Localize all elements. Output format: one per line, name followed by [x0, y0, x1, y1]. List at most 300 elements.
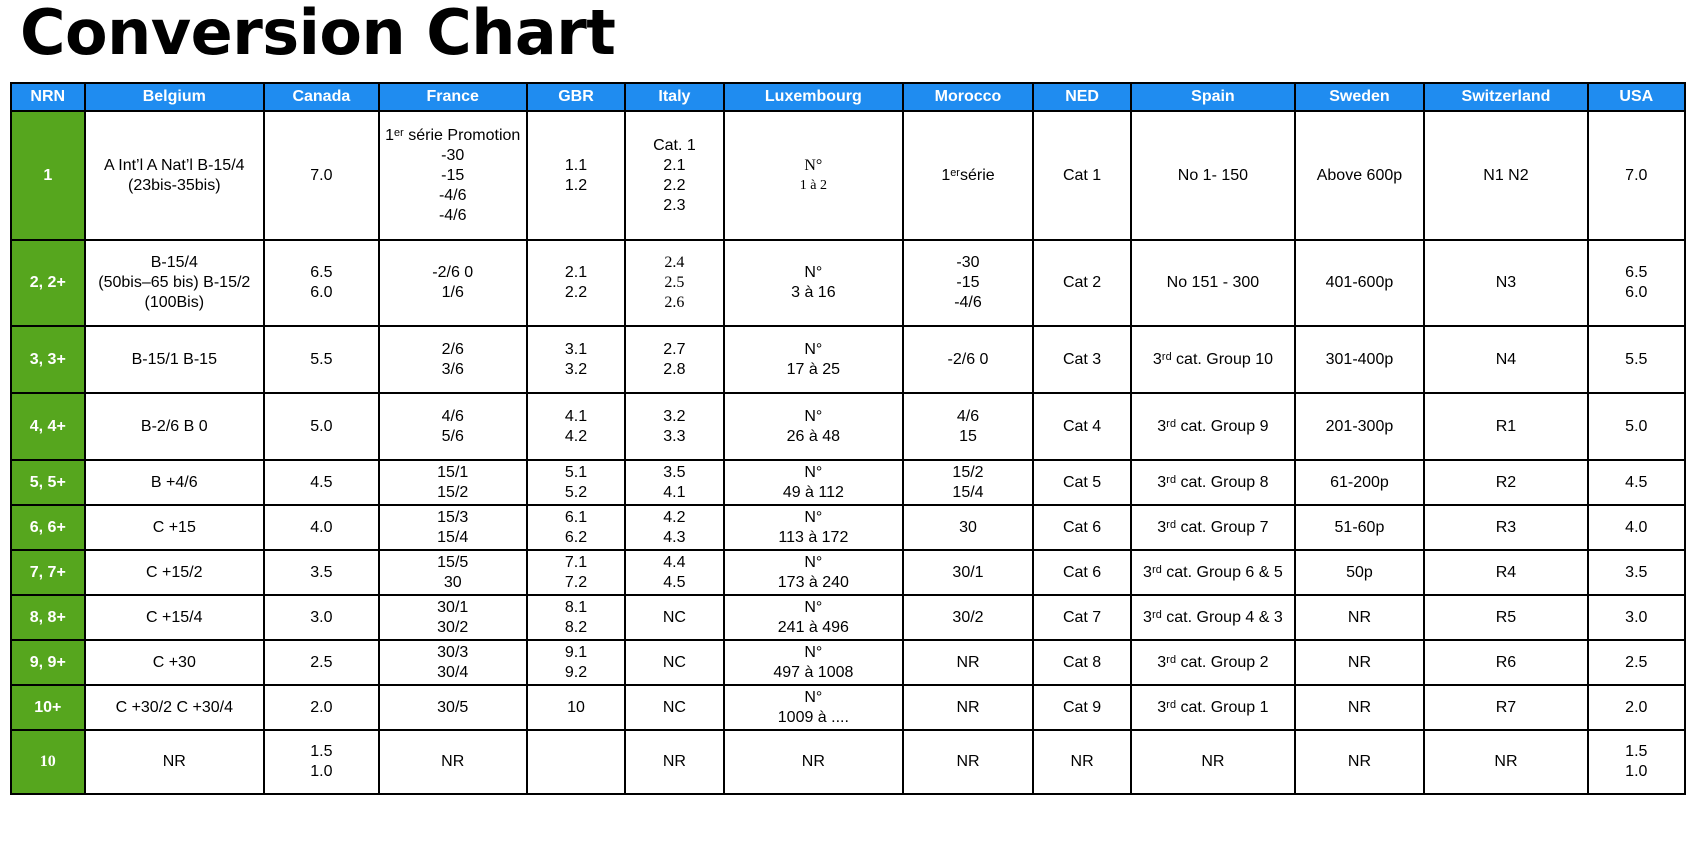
- table-cell: [1033, 111, 1131, 240]
- table-cell: [1424, 685, 1587, 730]
- cell-line: N°: [804, 553, 823, 571]
- table-cell: [1131, 685, 1294, 730]
- cell-line: N°: [804, 463, 823, 481]
- cell-line: 4.4: [663, 553, 686, 571]
- table-cell: [379, 240, 527, 326]
- table-cell: [903, 640, 1033, 685]
- cell-line: 3.0: [1625, 608, 1648, 626]
- table-cell: [379, 326, 527, 393]
- cell-line: 17 à 25: [786, 360, 841, 378]
- cell-line: Cat. 1: [653, 136, 696, 154]
- cell-line: R3: [1495, 518, 1517, 536]
- table-cell: [1033, 460, 1131, 505]
- table-cell: [1131, 505, 1294, 550]
- cell-line: NR: [1347, 753, 1371, 770]
- table-cell: [1295, 685, 1425, 730]
- table-cell: [1295, 640, 1425, 685]
- table-cell: [724, 240, 904, 326]
- table-cell: [1033, 730, 1131, 794]
- cell-line: -4/6: [438, 186, 467, 204]
- cell-line: -2/6 0: [947, 350, 989, 368]
- table-cell: [527, 240, 625, 326]
- table-cell: [724, 393, 904, 460]
- table-cell: [85, 393, 265, 460]
- cell-line: Cat 8: [1062, 653, 1102, 671]
- table-cell: [1033, 550, 1131, 595]
- cell-line: 3.5: [663, 463, 686, 481]
- cell-line: 8.2: [564, 618, 588, 636]
- table-cell: [1295, 393, 1425, 460]
- cell-line: -30: [441, 146, 465, 164]
- cell-line: 3ʳᵈ cat. Group 10: [1152, 350, 1273, 368]
- cell-line: R2: [1495, 473, 1517, 491]
- table-cell: [264, 393, 379, 460]
- cell-line: 5.2: [564, 483, 588, 501]
- table-cell: [903, 595, 1033, 640]
- cell-line: Cat 6: [1062, 518, 1102, 536]
- table-cell: [264, 111, 379, 240]
- table-cell: [1131, 640, 1294, 685]
- table-cell: [1424, 460, 1587, 505]
- table-cell: [1131, 326, 1294, 393]
- header-row: [11, 83, 1685, 111]
- cell-line: 4.0: [310, 518, 333, 536]
- cell-line: 2.5: [1625, 653, 1648, 671]
- table-cell: [724, 730, 904, 794]
- cell-line: 3.5: [1625, 563, 1648, 581]
- table-cell: [1131, 460, 1294, 505]
- cell-line: -15: [441, 166, 465, 184]
- cell-line: NR: [1347, 653, 1371, 671]
- table-cell: [264, 730, 379, 794]
- cell-line: 6.2: [564, 528, 588, 546]
- column-header: USA: [1588, 83, 1685, 111]
- table-cell: [1588, 326, 1685, 393]
- nrn-cell: 8, 8+: [11, 595, 85, 640]
- table-body: [11, 111, 1685, 794]
- table-cell: [527, 111, 625, 240]
- table-cell: [1131, 240, 1294, 326]
- table-cell: [527, 730, 625, 794]
- cell-line: N°: [804, 340, 823, 358]
- conversion-table: [10, 82, 1686, 795]
- table-cell: [625, 505, 723, 550]
- table-cell: [264, 240, 379, 326]
- cell-line: 1 à 2: [799, 177, 827, 193]
- cell-line: NR: [441, 753, 465, 770]
- table-cell: [527, 595, 625, 640]
- cell-line: 6.0: [1625, 284, 1648, 301]
- cell-line: N4: [1495, 350, 1517, 368]
- column-header: Italy: [625, 83, 723, 111]
- cell-line: 1.0: [310, 763, 333, 780]
- table-cell: [379, 595, 527, 640]
- cell-line: 4.2: [564, 427, 588, 445]
- table-cell: [85, 111, 265, 240]
- cell-line: 7.2: [564, 573, 588, 591]
- cell-line: 1009 à ....: [777, 708, 849, 726]
- cell-line: 2.1: [663, 156, 686, 174]
- cell-line: 4.3: [663, 528, 686, 546]
- cell-line: 3 à 16: [791, 284, 836, 301]
- table-cell: [1033, 685, 1131, 730]
- table-cell: [85, 685, 265, 730]
- cell-line: 1.1: [564, 156, 588, 174]
- cell-line: 3ʳᵈ cat. Group 2: [1157, 653, 1269, 671]
- cell-line: 61-200p: [1330, 473, 1389, 491]
- table-cell: [625, 640, 723, 685]
- nrn-cell: 2, 2+: [11, 240, 85, 326]
- cell-line: NR: [801, 753, 825, 770]
- cell-line: NR: [1070, 753, 1094, 770]
- cell-line: N1 N2: [1483, 166, 1529, 184]
- table-cell: [1424, 393, 1587, 460]
- table-cell: [1588, 595, 1685, 640]
- table-cell: [1295, 240, 1425, 326]
- table-cell: [1588, 505, 1685, 550]
- column-header: Morocco: [903, 83, 1033, 111]
- table-cell: [1295, 326, 1425, 393]
- table-row: [11, 111, 1685, 240]
- cell-line: 9.2: [564, 663, 588, 681]
- cell-line: 4.1: [663, 483, 686, 501]
- table-cell: [903, 111, 1033, 240]
- table-cell: [85, 505, 265, 550]
- table-cell: [527, 393, 625, 460]
- table-cell: [1131, 730, 1294, 794]
- cell-line: 1/6: [441, 284, 464, 301]
- table-cell: [379, 730, 527, 794]
- cell-line: 1.0: [1625, 763, 1648, 780]
- cell-line: C +30/2 C +30/4: [115, 698, 233, 716]
- table-cell: [625, 550, 723, 595]
- table-cell: [625, 393, 723, 460]
- cell-line: N°: [804, 264, 823, 281]
- cell-line: 9.1: [564, 643, 588, 661]
- cell-line: 30: [443, 573, 462, 591]
- table-cell: [379, 393, 527, 460]
- table-cell: [903, 326, 1033, 393]
- cell-line: R7: [1495, 698, 1517, 716]
- nrn-cell: 10: [11, 730, 85, 794]
- cell-line: Cat 9: [1062, 698, 1102, 716]
- cell-line: 1ᵉʳsérie: [941, 166, 995, 184]
- cell-line: R6: [1495, 653, 1517, 671]
- cell-line: 6.1: [564, 508, 588, 526]
- cell-line: 2.5: [664, 274, 685, 291]
- table-row: [11, 326, 1685, 393]
- cell-line: 7.1: [564, 553, 588, 571]
- table-cell: [1295, 460, 1425, 505]
- table-cell: [1588, 685, 1685, 730]
- cell-line: Above 600p: [1316, 166, 1403, 184]
- table-cell: [85, 550, 265, 595]
- cell-line: 173 à 240: [777, 573, 849, 591]
- cell-line: 3ʳᵈ cat. Group 8: [1157, 473, 1269, 491]
- cell-line: 50p: [1346, 563, 1373, 581]
- table-cell: [264, 550, 379, 595]
- cell-line: NR: [1201, 753, 1225, 770]
- table-cell: [625, 595, 723, 640]
- cell-line: Cat 4: [1062, 417, 1102, 435]
- table-cell: [1033, 393, 1131, 460]
- cell-line: NC: [662, 698, 686, 716]
- cell-line: (23bis-35bis): [128, 176, 221, 194]
- column-header: Luxembourg: [724, 83, 904, 111]
- table-row: [11, 240, 1685, 326]
- cell-line: 1.2: [564, 176, 588, 194]
- cell-line: 3.3: [663, 427, 686, 445]
- cell-line: 51-60p: [1334, 518, 1385, 536]
- cell-line: 15: [959, 427, 977, 445]
- table-cell: [1424, 730, 1587, 794]
- table-row: [11, 460, 1685, 505]
- cell-line: 5.1: [564, 463, 588, 481]
- cell-line: 15/2: [952, 463, 984, 481]
- table-cell: [724, 326, 904, 393]
- nrn-cell: 4, 4+: [11, 393, 85, 460]
- cell-line: 5/6: [441, 427, 464, 445]
- cell-line: A Int’l A Nat’l B-15/4: [104, 156, 245, 174]
- table-cell: [1033, 326, 1131, 393]
- page-title: Conversion Chart: [20, 0, 616, 69]
- table-cell: [1588, 730, 1685, 794]
- cell-line: 3ʳᵈ cat. Group 4 & 3: [1143, 608, 1283, 626]
- nrn-cell: 7, 7+: [11, 550, 85, 595]
- cell-line: NR: [1494, 753, 1518, 770]
- cell-line: 15/2: [437, 483, 469, 501]
- table-cell: [1588, 393, 1685, 460]
- table-cell: [1588, 460, 1685, 505]
- cell-line: 15/3: [437, 508, 469, 526]
- table-cell: [1424, 111, 1587, 240]
- cell-line: N°: [804, 643, 823, 661]
- cell-line: 3.0: [310, 608, 333, 626]
- cell-line: 3.1: [564, 340, 588, 358]
- table-row: [11, 640, 1685, 685]
- cell-line: 5.5: [1625, 350, 1648, 368]
- cell-line: R4: [1495, 563, 1517, 581]
- table-cell: [1424, 550, 1587, 595]
- table-cell: [903, 505, 1033, 550]
- cell-line: 2.5: [310, 653, 333, 671]
- table-row: [11, 595, 1685, 640]
- cell-line: 49 à 112: [782, 483, 844, 501]
- table-cell: [1131, 595, 1294, 640]
- table-row: [11, 393, 1685, 460]
- table-cell: [1295, 111, 1425, 240]
- cell-line: (50bis–65 bis) B-15/2: [98, 274, 251, 291]
- table-cell: [724, 640, 904, 685]
- cell-line: NR: [956, 698, 980, 716]
- table-cell: [1588, 111, 1685, 240]
- cell-line: 2.2: [663, 176, 686, 194]
- cell-line: 2.4: [664, 254, 685, 271]
- cell-line: 10: [567, 698, 585, 716]
- table-cell: [1424, 640, 1587, 685]
- cell-line: 5.0: [310, 417, 333, 435]
- table-cell: [264, 595, 379, 640]
- column-header: Canada: [264, 83, 379, 111]
- cell-line: N°: [804, 688, 823, 706]
- table-cell: [1295, 505, 1425, 550]
- cell-line: 4.0: [1625, 518, 1648, 536]
- cell-line: 6.5: [310, 264, 333, 281]
- cell-line: 2.3: [663, 196, 686, 214]
- cell-line: 15/5: [437, 553, 469, 571]
- cell-line: NR: [1347, 608, 1371, 626]
- table-cell: [1424, 326, 1587, 393]
- table-cell: [527, 550, 625, 595]
- table-cell: [85, 326, 265, 393]
- cell-line: Cat 7: [1062, 608, 1102, 626]
- cell-line: 2.0: [310, 698, 333, 716]
- cell-line: 30/5: [437, 698, 469, 716]
- cell-line: 30/1: [952, 563, 984, 581]
- table-cell: [625, 685, 723, 730]
- cell-line: 3ʳᵈ cat. Group 1: [1157, 698, 1269, 716]
- table-cell: [625, 730, 723, 794]
- table-cell: [724, 111, 904, 240]
- cell-line: No 151 - 300: [1166, 274, 1260, 291]
- column-header: Belgium: [85, 83, 265, 111]
- table-cell: [724, 595, 904, 640]
- table-cell: [1033, 505, 1131, 550]
- cell-line: B-15/1 B-15: [131, 350, 217, 368]
- cell-line: 4.5: [1625, 473, 1648, 491]
- cell-line: 4.5: [310, 473, 333, 491]
- table-cell: [85, 460, 265, 505]
- table-cell: [724, 550, 904, 595]
- cell-line: 4.1: [564, 407, 588, 425]
- cell-line: 30/3: [437, 643, 469, 661]
- table-row: [11, 550, 1685, 595]
- cell-line: 4/6: [441, 407, 464, 425]
- cell-line: B-15/4: [150, 254, 198, 271]
- table-cell: [379, 460, 527, 505]
- nrn-cell: 10+: [11, 685, 85, 730]
- cell-line: 3ʳᵈ cat. Group 7: [1157, 518, 1269, 536]
- table-cell: [625, 240, 723, 326]
- cell-line: C +15: [152, 518, 196, 536]
- table-cell: [527, 640, 625, 685]
- cell-line: 3/6: [441, 360, 464, 378]
- table-cell: [264, 460, 379, 505]
- cell-line: B +4/6: [150, 473, 198, 491]
- table-cell: [1424, 240, 1587, 326]
- nrn-cell: 9, 9+: [11, 640, 85, 685]
- table-cell: [527, 460, 625, 505]
- table-cell: [1033, 595, 1131, 640]
- table-cell: [1295, 730, 1425, 794]
- cell-line: B-2/6 B 0: [140, 417, 208, 435]
- cell-line: 3ʳᵈ cat. Group 9: [1157, 417, 1269, 435]
- table-cell: [1295, 550, 1425, 595]
- cell-line: N3: [1495, 274, 1517, 291]
- table-cell: [903, 393, 1033, 460]
- cell-line: N°: [804, 598, 823, 616]
- cell-line: NR: [162, 753, 186, 770]
- table-cell: [724, 505, 904, 550]
- table-cell: [1588, 240, 1685, 326]
- cell-line: 1.5: [310, 743, 333, 760]
- cell-line: 401-600p: [1325, 274, 1394, 291]
- table-cell: [903, 240, 1033, 326]
- column-header: Spain: [1131, 83, 1294, 111]
- column-header: NED: [1033, 83, 1131, 111]
- table-cell: [1131, 393, 1294, 460]
- cell-line: 201-300p: [1325, 417, 1394, 435]
- cell-line: 2.1: [564, 264, 588, 281]
- column-header: France: [379, 83, 527, 111]
- table-cell: [379, 685, 527, 730]
- cell-line: -2/6 0: [432, 264, 474, 281]
- table-cell: [85, 240, 265, 326]
- table-cell: [264, 640, 379, 685]
- cell-line: 30: [959, 518, 977, 536]
- table-cell: [1424, 595, 1587, 640]
- cell-line: NR: [1347, 698, 1371, 716]
- cell-line: 6.5: [1625, 264, 1648, 281]
- table-cell: [903, 685, 1033, 730]
- cell-line: 301-400p: [1325, 350, 1394, 368]
- cell-line: N°: [804, 156, 823, 174]
- table-row: [11, 505, 1685, 550]
- table-cell: [85, 595, 265, 640]
- cell-line: 26 à 48: [786, 427, 841, 445]
- cell-line: Cat 5: [1062, 473, 1102, 491]
- table-cell: [85, 640, 265, 685]
- cell-line: 2.6: [664, 294, 685, 311]
- nrn-cell: 5, 5+: [11, 460, 85, 505]
- nrn-cell: 3, 3+: [11, 326, 85, 393]
- table-cell: [1295, 595, 1425, 640]
- table-cell: [1588, 550, 1685, 595]
- cell-line: -4/6: [954, 294, 982, 311]
- table-cell: [1131, 550, 1294, 595]
- cell-line: NR: [956, 653, 980, 671]
- cell-line: 497 à 1008: [773, 663, 854, 681]
- table-cell: [625, 326, 723, 393]
- table-row: [11, 730, 1685, 794]
- column-header: GBR: [527, 83, 625, 111]
- column-header: Sweden: [1295, 83, 1425, 111]
- cell-line: 3ʳᵈ cat. Group 6 & 5: [1143, 563, 1283, 581]
- cell-line: 30/4: [437, 663, 469, 681]
- table-row: [11, 685, 1685, 730]
- column-header: Switzerland: [1424, 83, 1587, 111]
- cell-line: 7.0: [310, 166, 333, 184]
- cell-line: C +30: [152, 653, 196, 671]
- cell-line: 30/1: [437, 598, 469, 616]
- cell-line: Cat 2: [1062, 274, 1102, 291]
- cell-line: 4.5: [663, 573, 686, 591]
- cell-line: C +15/2: [146, 563, 203, 581]
- cell-line: C +15/4: [146, 608, 203, 626]
- cell-line: -4/6: [438, 206, 467, 224]
- table-cell: [379, 111, 527, 240]
- table-cell: [264, 326, 379, 393]
- cell-line: 2.0: [1625, 698, 1648, 716]
- cell-line: 5.5: [310, 350, 333, 368]
- cell-line: 8.1: [564, 598, 588, 616]
- table-cell: [527, 505, 625, 550]
- table-cell: [1424, 505, 1587, 550]
- cell-line: 2.2: [564, 284, 588, 301]
- table-cell: [379, 505, 527, 550]
- cell-line: 30/2: [437, 618, 469, 636]
- cell-line: Cat 6: [1062, 563, 1102, 581]
